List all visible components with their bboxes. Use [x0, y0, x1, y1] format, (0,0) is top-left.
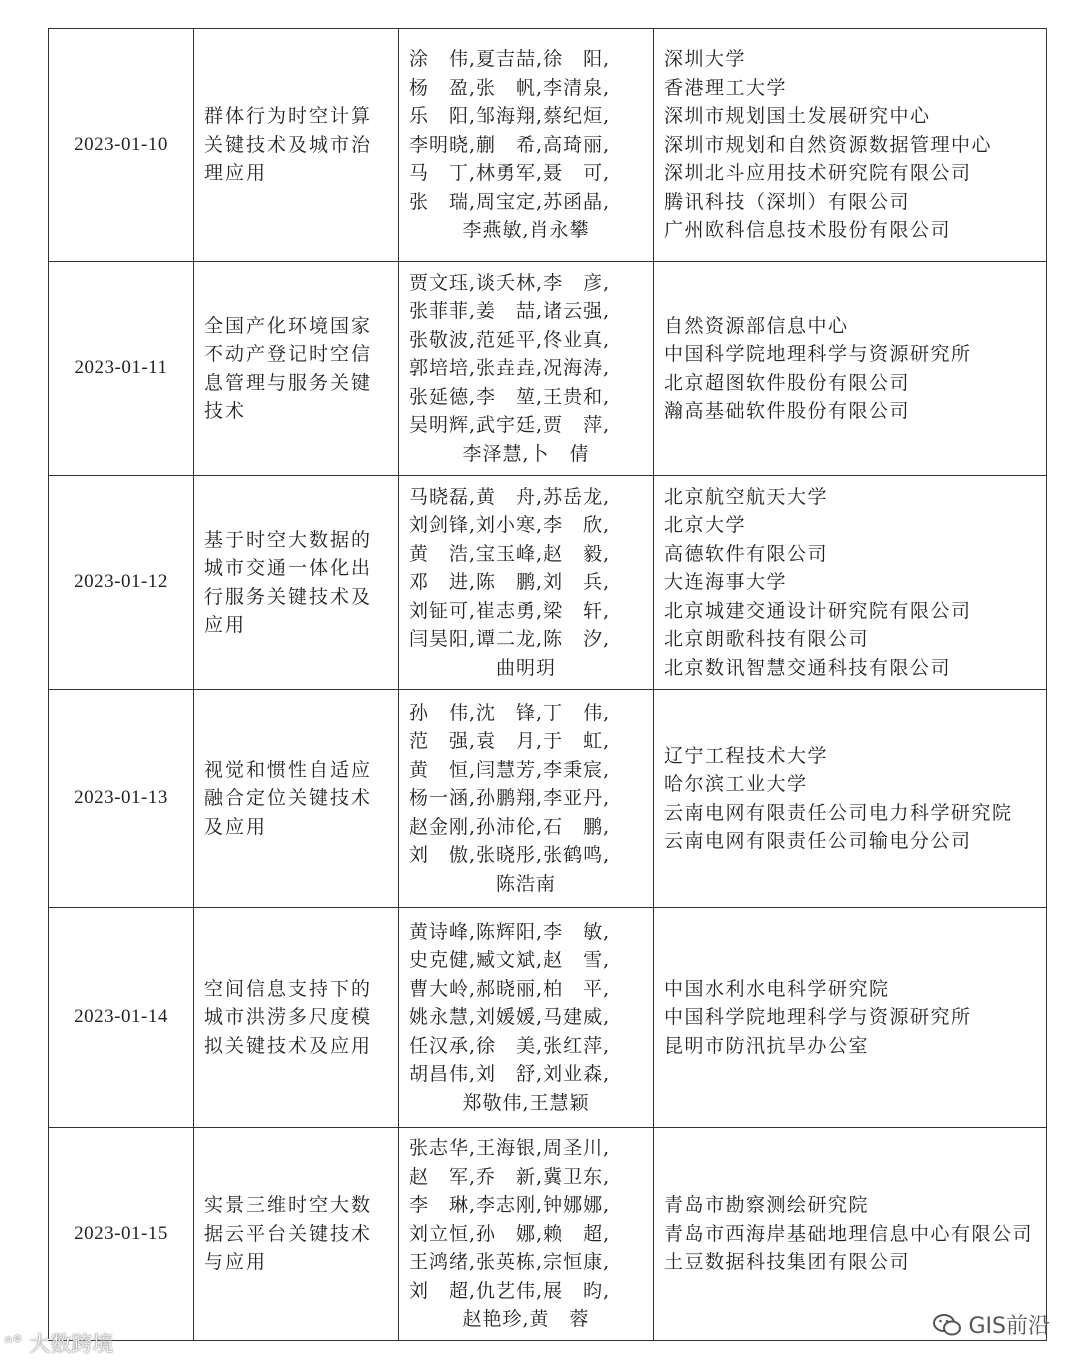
watermark-left-icon: ᐢ°	[4, 1332, 23, 1356]
organization-line: 中国科学院地理科学与资源研究所	[664, 1006, 972, 1029]
project-id: 2023-01-14	[49, 908, 194, 1128]
watermark-right-text: GIS前沿	[968, 1314, 1050, 1339]
member-line: 闫昊阳,谭二龙,陈 汐,	[409, 628, 611, 651]
watermark-left	[4, 1328, 113, 1358]
project-id: 2023-01-11	[49, 262, 194, 476]
member-line: 郭培培,张垚垚,况海涛,	[409, 357, 611, 380]
organization-line: 北京超图软件股份有限公司	[664, 371, 911, 394]
member-line: 黄 浩,宝玉峰,赵 毅,	[409, 542, 611, 565]
member-line: 王鸿绪,张英栋,宗恒康,	[409, 1251, 611, 1274]
member-line: 刘 傲,张晓彤,张鹤鸣,	[409, 844, 611, 867]
project-members	[399, 1128, 654, 1341]
project-organizations	[654, 690, 1047, 908]
table-row	[49, 908, 1047, 1128]
organization-line: 昆明市防汛抗旱办公室	[664, 1034, 870, 1057]
member-line: 任汉承,徐 美,张红萍,	[409, 1034, 611, 1057]
member-line: 李燕敏,肖永攀	[462, 219, 590, 242]
organization-line: 中国科学院地理科学与资源研究所	[664, 343, 972, 365]
member-line: 张延德,李 堃,王贵和,	[409, 385, 611, 408]
project-id: 2023-01-12	[49, 476, 194, 690]
member-line: 杨 盈,张 帆,李清泉,	[409, 76, 611, 99]
organization-line: 青岛市勘察测绘研究院	[664, 1194, 870, 1217]
organization-line: 辽宁工程技术大学	[664, 744, 829, 767]
project-members	[399, 908, 654, 1128]
project-id: 2023-01-15	[49, 1128, 194, 1341]
member-line: 刘钲可,崔志勇,梁 轩,	[409, 599, 611, 622]
member-line: 张志华,王海银,周圣川,	[409, 1137, 611, 1160]
project-organizations	[654, 908, 1047, 1128]
member-line: 曹大岭,郝晓丽,柏 平,	[409, 977, 611, 1000]
organization-line: 深圳大学	[664, 48, 747, 71]
table-row	[49, 262, 1047, 476]
organization-line: 哈尔滨工业大学	[664, 773, 808, 795]
organization-line: 土豆数据科技集团有限公司	[664, 1251, 911, 1274]
member-line: 张 瑞,周宝定,苏函晶,	[409, 190, 611, 213]
project-id: 2023-01-10	[49, 29, 194, 262]
organization-line: 北京大学	[664, 514, 747, 537]
member-line: 胡昌伟,刘 舒,刘业森,	[409, 1063, 611, 1086]
member-line: 赵金刚,孙沛伦,石 鹏,	[409, 815, 611, 838]
member-line: 刘剑锋,刘小寒,李 欣,	[409, 514, 611, 537]
member-line: 赵艳珍,黄 蓉	[462, 1308, 590, 1331]
member-line: 刘立恒,孙 娜,赖 超,	[409, 1222, 611, 1245]
organization-line: 深圳市规划和自然资源数据管理中心	[664, 133, 993, 156]
project-members	[399, 476, 654, 690]
member-line: 曲明玥	[495, 656, 556, 679]
organization-line: 中国水利水电科学研究院	[664, 977, 890, 1000]
organization-line: 香港理工大学	[664, 76, 788, 99]
organization-line: 北京城建交通设计研究院有限公司	[664, 599, 972, 622]
member-line: 陈浩南	[495, 872, 556, 895]
organization-line: 云南电网有限责任公司电力科学研究院	[664, 801, 1013, 824]
organization-line: 北京数讯智慧交通科技有限公司	[664, 656, 952, 679]
organization-line: 云南电网有限责任公司输电分公司	[664, 830, 972, 852]
member-line: 郑敬伟,王慧颖	[462, 1091, 590, 1114]
member-line: 李明晓,蒯 希,高琦丽,	[409, 133, 611, 156]
member-line: 李 琳,李志刚,钟娜娜,	[409, 1194, 611, 1217]
organization-line: 自然资源部信息中心	[664, 314, 849, 337]
member-line: 赵 军,乔 新,冀卫东,	[409, 1165, 611, 1188]
member-line: 涂 伟,夏吉喆,徐 阳,	[409, 48, 611, 71]
table-row	[49, 690, 1047, 908]
member-line: 李泽慧,卜 倩	[462, 442, 590, 465]
project-name: 基于时空大数据的城市交通一体化出行服务关键技术及应用	[194, 476, 399, 690]
member-line: 贾文珏,谈夭林,李 彦,	[409, 271, 611, 294]
member-line: 范 强,袁 月,于 虹,	[409, 730, 611, 753]
table-row	[49, 1128, 1047, 1341]
project-name: 实景三维时空大数据云平台关键技术与应用	[194, 1128, 399, 1341]
awards-table-body	[49, 29, 1047, 1341]
organization-line: 腾讯科技（深圳）有限公司	[664, 190, 911, 213]
table-row	[49, 476, 1047, 690]
member-line: 张菲菲,姜 喆,诸云强,	[409, 300, 611, 323]
watermark-right	[932, 1309, 1050, 1340]
organization-line: 高德软件有限公司	[664, 542, 829, 565]
project-id: 2023-01-13	[49, 690, 194, 908]
project-members	[399, 690, 654, 908]
member-line: 黄诗峰,陈辉阳,李 敏,	[409, 920, 611, 943]
project-name: 群体行为时空计算关键技术及城市治理应用	[194, 29, 399, 262]
project-members	[399, 29, 654, 262]
member-line: 马 丁,林勇军,聂 可,	[409, 162, 611, 185]
watermark-left-text: 大数跨境	[29, 1332, 114, 1356]
table-row	[49, 29, 1047, 262]
member-line: 黄 恒,闫慧芳,李秉宸,	[409, 758, 611, 781]
member-line: 邓 进,陈 鹏,刘 兵,	[409, 571, 611, 594]
member-line: 马晓磊,黄 舟,苏岳龙,	[409, 485, 611, 508]
member-line: 吴明辉,武宇廷,贾 萍,	[409, 414, 611, 437]
wechat-icon	[932, 1313, 962, 1337]
project-name: 视觉和惯性自适应融合定位关键技术及应用	[194, 690, 399, 908]
organization-line: 北京航空航天大学	[664, 485, 829, 508]
organization-line: 北京朗歌科技有限公司	[664, 628, 870, 651]
project-organizations	[654, 29, 1047, 262]
organization-line: 青岛市西海岸基础地理信息中心有限公司	[664, 1222, 1034, 1245]
member-line: 孙 伟,沈 锋,丁 伟,	[409, 701, 611, 724]
member-line: 姚永慧,刘媛媛,马建威,	[409, 1006, 611, 1029]
project-name: 空间信息支持下的城市洪涝多尺度模拟关键技术及应用	[194, 908, 399, 1128]
project-organizations	[654, 476, 1047, 690]
project-organizations	[654, 262, 1047, 476]
member-line: 张敬波,范延平,佟业真,	[409, 328, 611, 351]
organization-line: 深圳北斗应用技术研究院有限公司	[664, 162, 972, 185]
organization-line: 广州欧科信息技术股份有限公司	[664, 219, 952, 242]
awards-table	[48, 28, 1047, 1341]
project-name: 全国产化环境国家不动产登记时空信息管理与服务关键技术	[194, 262, 399, 476]
member-line: 史克健,臧文斌,赵 雪,	[409, 949, 611, 972]
member-line: 刘 超,仇艺伟,展 昀,	[409, 1279, 611, 1302]
member-line: 杨一涵,孙鹏翔,李亚丹,	[409, 787, 611, 810]
organization-line: 瀚高基础软件股份有限公司	[664, 400, 911, 422]
project-members	[399, 262, 654, 476]
organization-line: 深圳市规划国土发展研究中心	[664, 105, 931, 128]
member-line: 乐 阳,邹海翔,蔡纪烜,	[409, 105, 611, 128]
organization-line: 大连海事大学	[664, 571, 788, 594]
